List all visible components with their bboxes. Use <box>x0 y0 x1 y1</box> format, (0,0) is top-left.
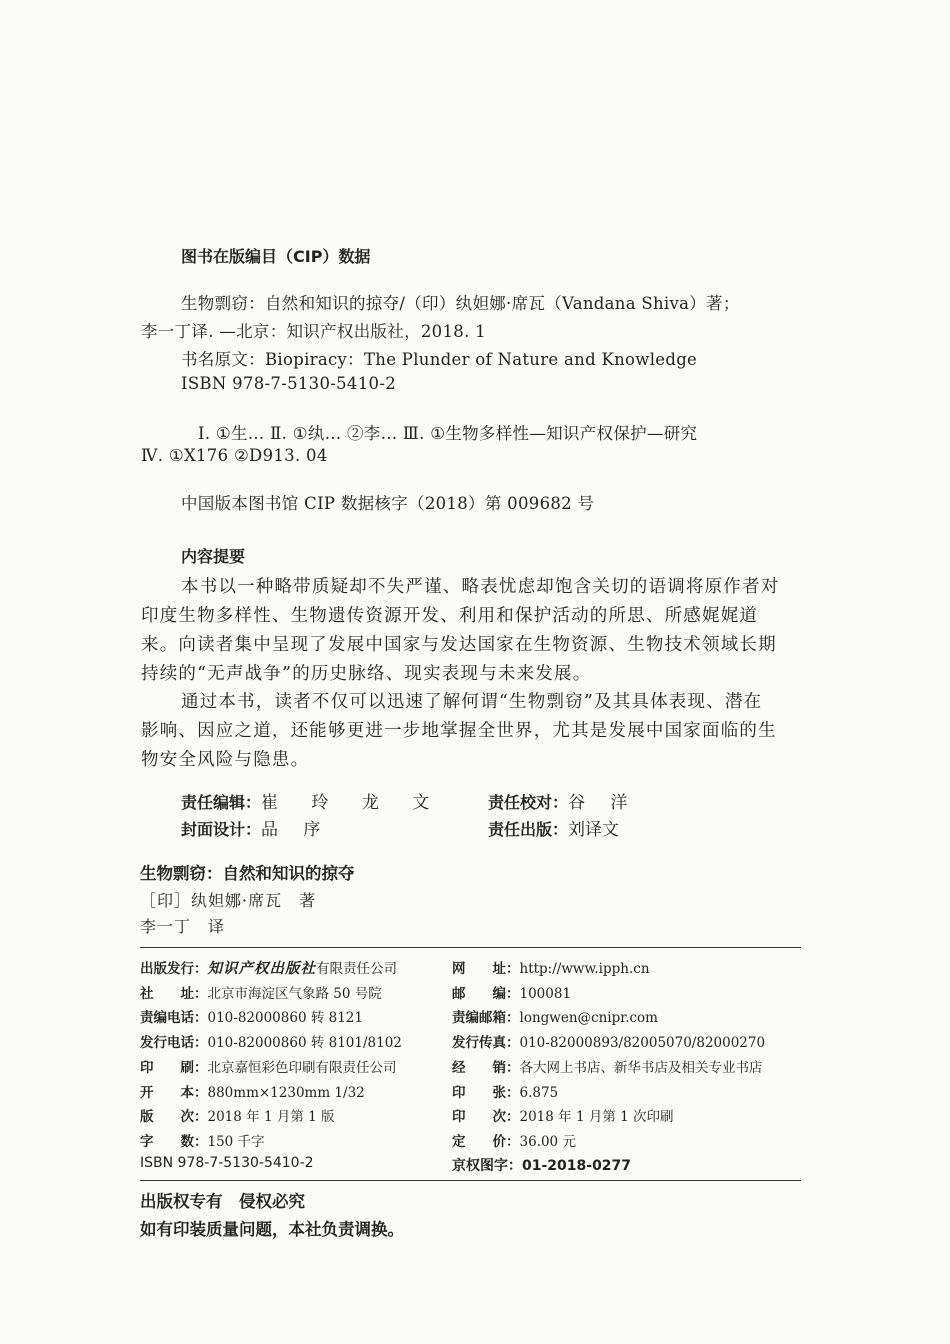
summary-line: 物安全风险与隐患。 <box>141 750 310 770</box>
info-edition <box>140 1105 335 1125</box>
info-key: 社 址： <box>140 986 208 1002</box>
info-key: 邮 编： <box>452 986 520 1002</box>
divider-bottom <box>140 1180 801 1181</box>
info-value: 2018 年 1 月第 1 次印刷 <box>519 1109 674 1125</box>
info-value: 880mm×1230mm 1/32 <box>207 1085 365 1101</box>
summary-line: 印度生物多样性、生物遗传资源开发、利用和保护活动的所思、所感娓娓道 <box>141 606 759 626</box>
cip-title: 图书在版编目（CIP）数据 <box>181 247 371 266</box>
book-title: 生物剽窃：自然和知识的掠夺 <box>140 864 355 883</box>
info-key: 责编电话： <box>140 1010 208 1026</box>
copyright-notice: 出版权专有 侵权必究 <box>140 1192 305 1211</box>
info-key: 印 张： <box>452 1085 520 1101</box>
summary-line: 持续的“无声战争”的历史脉络、现实表现与未来发展。 <box>141 664 592 684</box>
info-license: 京权图字：01-2018-0277 <box>452 1158 632 1174</box>
cip-classification-1: Ⅰ. ①生… Ⅱ. ①纨… ②李… Ⅲ. ①生物多样性—知识产权保护—研究 <box>198 424 698 443</box>
proofreader-value: 谷 洋 <box>568 793 638 813</box>
info-value: 36.00 元 <box>519 1134 576 1150</box>
proofreader-label: 责任校对： <box>488 793 569 812</box>
production-manager-label: 责任出版： <box>488 820 569 839</box>
info-value: 北京市海淀区气象路 50 号院 <box>207 986 382 1002</box>
info-key: 字 数： <box>140 1134 208 1150</box>
book-translator: 李一丁 译 <box>140 917 226 936</box>
info-key: 发行传真： <box>452 1035 520 1051</box>
info-editor-phone <box>140 1006 363 1026</box>
info-value: 2018 年 1 月第 1 版 <box>207 1109 335 1125</box>
info-key: 开 本： <box>140 1085 208 1101</box>
info-website <box>452 957 650 977</box>
cover-designer-value: 品 序 <box>261 820 331 840</box>
info-postcode <box>452 982 571 1002</box>
info-key: 经 销： <box>452 1060 520 1076</box>
info-key: 印 刷： <box>140 1060 208 1076</box>
summary-title: 内容提要 <box>181 547 246 566</box>
info-publisher <box>140 957 397 978</box>
info-format <box>140 1081 365 1101</box>
cip-isbn: ISBN 978-7-5130-5410-2 <box>181 374 397 393</box>
info-value: 150 千字 <box>207 1134 265 1150</box>
summary-line: 本书以一种略带质疑却不失严谨、略表忧虑却饱含关切的语调将原作者对 <box>181 577 780 597</box>
info-sales-phone <box>140 1031 402 1051</box>
divider-top <box>140 947 801 948</box>
book-author: ［印］纨妲娜·席瓦 著 <box>140 891 317 910</box>
cip-classification-2: Ⅳ. ①X176 ②D913. 04 <box>141 446 328 465</box>
info-value: 010-82000860 转 8121 <box>207 1010 363 1026</box>
info-value: 各大网上书店、新华书店及相关专业书店 <box>519 1060 763 1076</box>
info-sales-fax <box>452 1031 765 1051</box>
info-price <box>452 1130 576 1150</box>
responsible-editor <box>181 788 443 813</box>
info-word-count <box>140 1130 265 1150</box>
info-sheets <box>452 1081 558 1101</box>
cover-designer-label: 封面设计： <box>181 820 262 839</box>
info-value: 北京嘉恒彩色印刷有限责任公司 <box>207 1060 397 1076</box>
responsible-editor-label: 责任编辑： <box>181 793 262 812</box>
quality-notice: 如有印装质量问题，本社负责调换。 <box>140 1220 404 1239</box>
info-key: 印 次： <box>452 1109 520 1125</box>
summary-line: 影响、因应之道，还能够更进一步地掌握全世界，尤其是发展中国家面临的生 <box>141 721 777 741</box>
info-printing <box>452 1105 674 1125</box>
production-manager-value: 刘译文 <box>568 820 620 840</box>
info-value: 100081 <box>519 986 572 1002</box>
cover-designer <box>181 815 330 840</box>
info-key: 定 价： <box>452 1134 520 1150</box>
info-value: 010-82000893/82005070/82000270 <box>519 1035 766 1051</box>
info-address <box>140 982 382 1002</box>
cip-title-line: 生物剽窃：自然和知识的掠夺/（印）纨妲娜·席瓦（Vandana Shiva）著； <box>181 294 740 313</box>
info-printer <box>140 1056 397 1076</box>
info-value: http://www.ipph.cn <box>519 961 650 977</box>
production-manager <box>488 815 619 840</box>
info-value: 010-82000860 转 8101/8102 <box>207 1035 402 1051</box>
info-isbn: ISBN 978-7-5130-5410-2 <box>140 1155 314 1171</box>
summary-line: 通过本书，读者不仅可以迅速了解何谓“生物剽窃”及其具体表现、潜在 <box>181 692 763 712</box>
info-value: 6.875 <box>519 1085 559 1101</box>
info-key: 版 次： <box>140 1109 208 1125</box>
info-key: 网 址： <box>452 961 520 977</box>
publisher-logo-text: 知识产权出版社 <box>207 960 316 977</box>
info-value: 有限责任公司 <box>316 961 397 977</box>
cip-original-title: 书名原文：Biopiracy：The Plunder of Nature and Knowledge <box>181 350 698 369</box>
proofreader <box>488 788 637 813</box>
info-key: 出版发行： <box>140 961 208 977</box>
info-editor-email <box>452 1006 658 1026</box>
summary-line: 来。向读者集中呈现了发展中国家与发达国家在生物资源、生物技术领域长期 <box>141 635 777 655</box>
info-key: 发行电话： <box>140 1035 208 1051</box>
cip-translator-line: 李一丁译. —北京：知识产权出版社，2018. 1 <box>141 322 486 341</box>
info-distributor <box>452 1056 763 1076</box>
info-value: longwen@cnipr.com <box>519 1010 658 1026</box>
cip-number: 中国版本图书馆 CIP 数据核字（2018）第 009682 号 <box>181 494 595 513</box>
responsible-editor-value: 崔 玲 龙 文 <box>261 793 444 813</box>
info-key: 责编邮箱： <box>452 1010 520 1026</box>
